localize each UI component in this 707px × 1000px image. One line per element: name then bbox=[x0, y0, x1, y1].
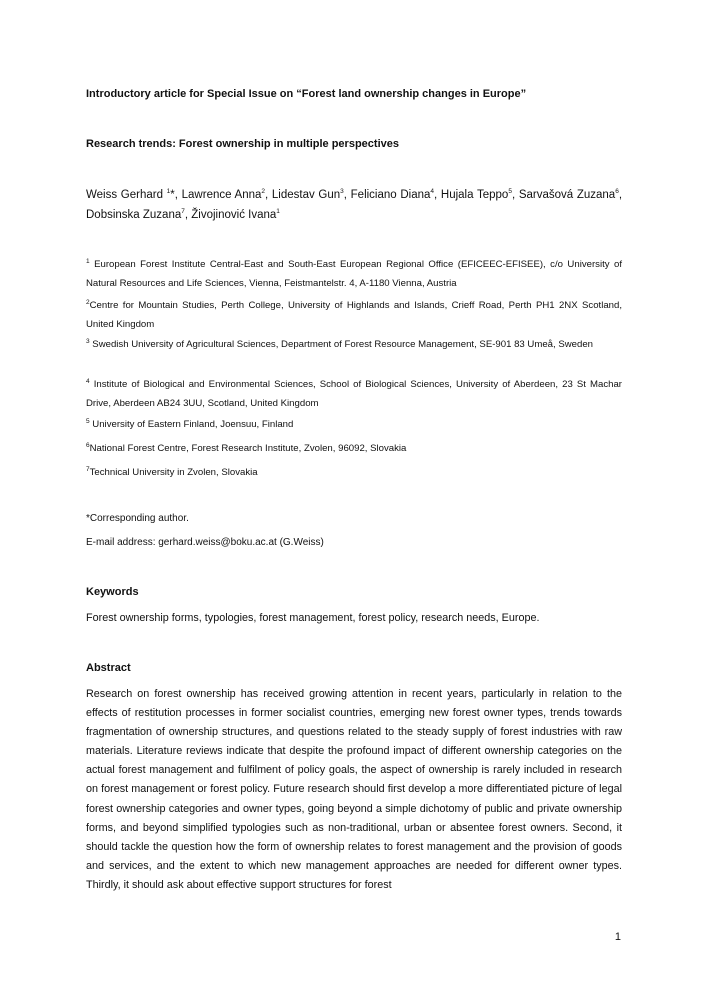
abstract-text: Research on forest ownership has received growing attention in recent years, particularly in relation to the effects of restitution processes in former socialist countries, emerging new forest owner types, trends towards fragmentation of ownership structures, and questions related to the steady supply of forest industries with raw materials. Literature reviews indicate that despite the profound impact of different ownership categories on the actual forest management and fulfilment of policy goals, the aspect of ownership is rarely included in research on forest management or forest policy. Future research should first develop a more differentiated picture of legal forest ownership categories and owner types, going beyond a simple dichotomy of public and private ownership forms, and beyond simplified typologies such as non-traditional, urban or absentee forest owners. Second, it should tackle the question how the form of ownership relates to forest management and the provision of goods and services, and the extent to which new management approaches are needed for different owner types. Thirdly, it should ask about effective support structures for forest bbox=[86, 688, 622, 891]
affiliation-4 bbox=[86, 375, 622, 413]
email-line: E-mail address: gerhard.weiss@boku.ac.at (G.Weiss) bbox=[86, 537, 324, 548]
author-name: Feliciano Diana bbox=[350, 189, 431, 201]
page-number: 1 bbox=[614, 931, 621, 943]
author-name: Hujala Teppo bbox=[440, 189, 509, 201]
affiliation-text: Centre for Mountain Studies, Perth College, University of Highlands and Islands, Crieff Road, Perth PH1 2NX Scotland, United Kingdom bbox=[86, 300, 622, 330]
affiliation-marker: 5 bbox=[86, 417, 90, 425]
author-name: Lidestav Gun bbox=[271, 189, 341, 201]
author-list: Weiss Gerhard $^1$*, Lawrence Anna$^2$, Lidestav Gun$^3$, Feliciano Diana$^4$, Hujala Teppo$^5$, Sarvašová Zuzana$^6$, Dobsinska Zuzana$^7$, Živojinović Ivana$^1$ bbox=[86, 188, 623, 221]
affiliation-3 bbox=[86, 335, 622, 354]
affiliation-text: National Forest Centre, Forest Research Institute, Zvolen, 96092, Slovakia bbox=[89, 443, 407, 454]
affiliation-2 bbox=[86, 296, 622, 334]
affiliation-marker: 1 bbox=[86, 257, 90, 265]
author-name: Dobsinska Zuzana bbox=[86, 209, 182, 221]
author-name: Sarvašová Zuzana bbox=[518, 189, 616, 201]
author-name: Živojinović Ivana bbox=[191, 209, 277, 221]
paper-subtitle: Research trends: Forest ownership in multiple perspectives bbox=[86, 138, 399, 150]
affiliation-text: Technical University in Zvolen, Slovakia bbox=[89, 467, 258, 478]
author-affiliation-marker: 4 bbox=[430, 188, 435, 196]
author-affiliation-marker: 6 bbox=[615, 188, 619, 196]
keywords-heading: Keywords bbox=[86, 586, 139, 598]
author-name: Weiss Gerhard bbox=[86, 189, 163, 201]
author-affiliation-marker: 2 bbox=[261, 188, 266, 196]
affiliation-text: Institute of Biological and Environmental Sciences, School of Biological Sciences, University of Aberdeen, 23 St Machar Drive, Aberdeen AB24 3UU, Scotland, United Kingdom bbox=[86, 379, 622, 409]
affiliation-6 bbox=[86, 439, 622, 458]
author-affiliation-marker: 7 bbox=[181, 208, 185, 216]
abstract-heading: Abstract bbox=[86, 662, 131, 674]
corresponding-author-note: *Corresponding author. bbox=[86, 513, 189, 524]
affiliation-5 bbox=[86, 415, 622, 434]
affiliation-text: University of Eastern Finland, Joensuu, Finland bbox=[92, 419, 294, 430]
affiliation-marker: 6 bbox=[86, 441, 90, 449]
affiliation-marker: 7 bbox=[86, 465, 90, 473]
affiliation-1 bbox=[86, 255, 622, 293]
affiliation-text: Swedish University of Agricultural Sciences, Department of Forest Resource Management, SE-901 83 Umeå, Sweden bbox=[92, 339, 594, 350]
keywords-text: Forest ownership forms, typologies, forest management, forest policy, research needs, Europe. bbox=[86, 612, 540, 624]
author-affiliation-marker: 1 bbox=[166, 188, 171, 196]
affiliation-marker: 2 bbox=[86, 298, 90, 306]
affiliation-text: European Forest Institute Central-East and South-East European Regional Office (EFICEEC-EFISEE), c/o University of Natural Resources and Life Sciences, Vienna, Feistmantelstr. 4, A-1180 Vienna, Austria bbox=[86, 259, 623, 289]
corresponding-marker: * bbox=[170, 189, 175, 201]
author-affiliation-marker: 1 bbox=[276, 208, 280, 216]
author-affiliation-marker: 3 bbox=[340, 188, 344, 196]
affiliation-7 bbox=[86, 463, 622, 482]
author-affiliation-marker: 5 bbox=[508, 188, 512, 196]
author-name: Lawrence Anna bbox=[181, 189, 262, 201]
affiliation-marker: 3 bbox=[86, 337, 90, 345]
article-title: Introductory article for Special Issue on “Forest land ownership changes in Europe” bbox=[86, 88, 527, 100]
affiliation-marker: 4 bbox=[86, 377, 90, 385]
